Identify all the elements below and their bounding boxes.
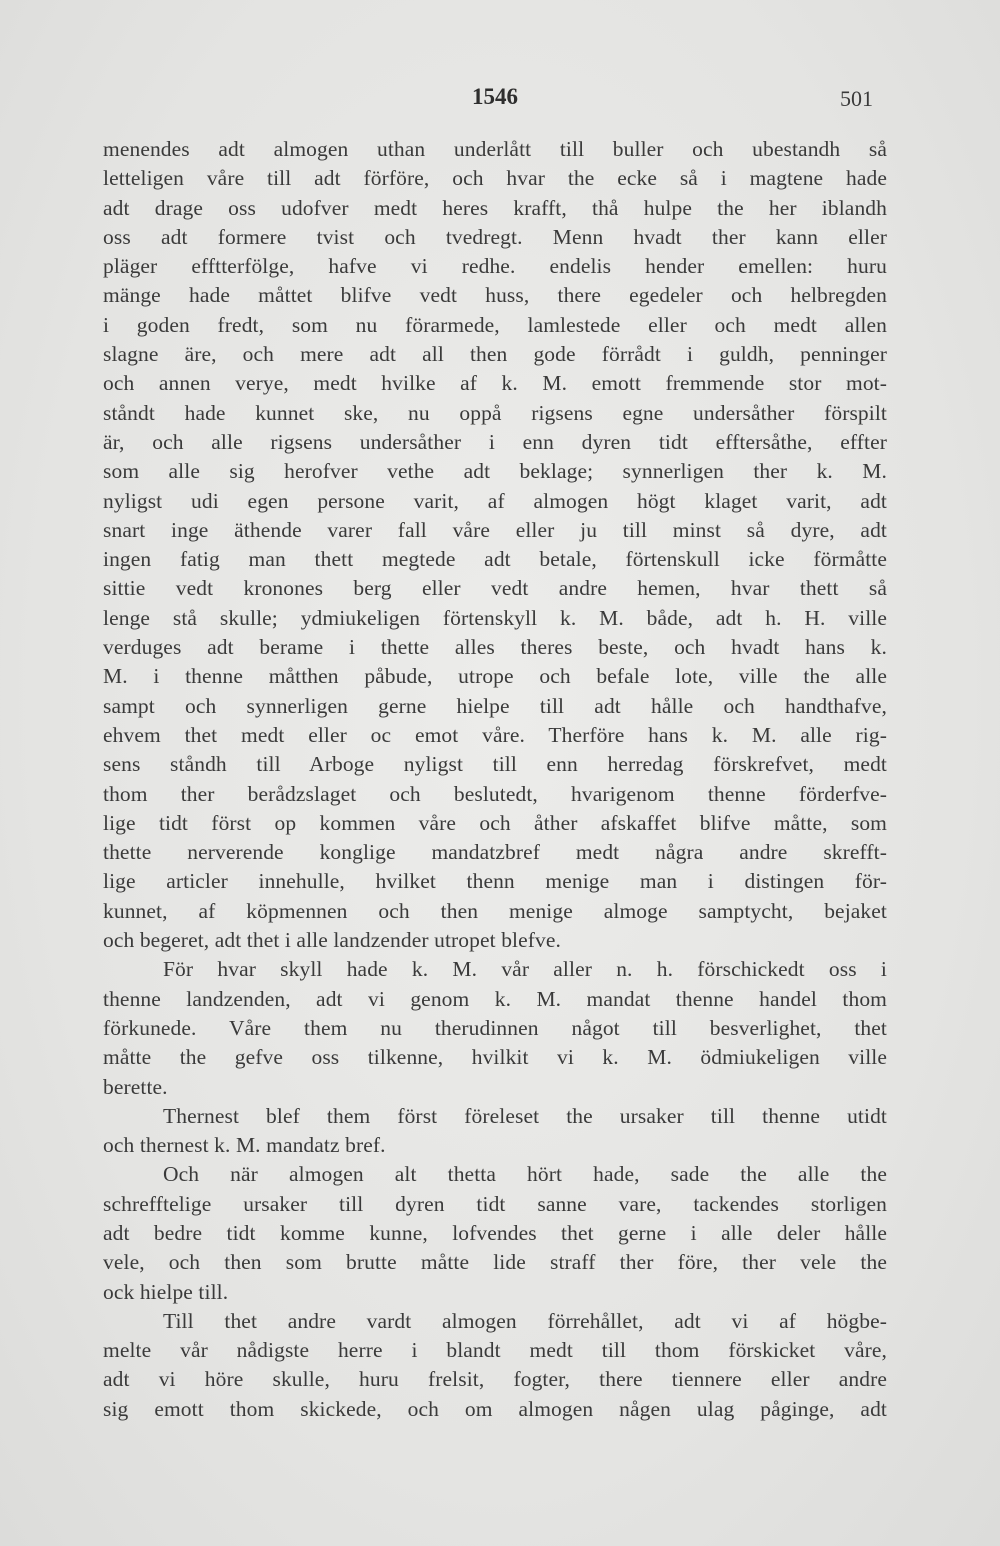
text-line: och begeret, adt thet i alle landzender utropet blefve. [103,928,561,953]
text-line: lige tidt först op kommen våre och åther afskaffet blifve måtte, som [103,810,887,835]
year-heading: 1546 [472,84,518,109]
text-line: adt vi höre skulle, huru frelsit, fogter, there tiennere eller andre [103,1367,887,1392]
text-line: ock hielpe till. [103,1279,229,1304]
text-line: nyligst udi egen persone varit, af almogen högt klaget varit, adt [103,488,887,513]
text-line: melte vår nådigste herre i blandt medt till thom förskicket våre, [103,1338,887,1363]
text-line: ståndt hade kunnet ske, nu oppå rigsens egne undersåther förspilt [103,400,887,425]
text-line: thenne landzenden, adt vi genom k. M. mandat thenne handel thom [103,986,887,1011]
text-line: lenge stå skulle; ydmiukeligen förtenskyll k. M. både, adt h. H. ville [103,605,887,630]
text-line: Och när almogen alt thetta hört hade, sade the alle the [163,1162,887,1187]
text-line: adt drage oss udofver medt heres krafft, thå hulpe the her iblandh [103,195,887,220]
text-line: adt bedre tidt komme kunne, lofvendes thet gerne i alle deler hålle [103,1220,887,1245]
text-line: i goden fredt, som nu förarmede, lamlestede eller och medt allen [103,312,887,337]
text-line: slagne äre, och mere adt all then gode förrådt i guldh, penninger [103,342,887,367]
text-line: menendes adt almogen uthan underlått till buller och ubestandh så [103,137,887,161]
text-line: pläger efftterfölge, hafve vi redhe. endelis hender emellen: huru [103,254,887,279]
text-line: är, och alle rigsens undersåther i enn dyren tidt efftersåthe, effter [103,429,887,454]
text-line: M. i thenne måtthen påbude, utrope och befale lote, ville the alle [103,664,887,689]
text-line: kunnet, af köpmennen och then menige almoge samptycht, bejaket [103,898,887,923]
text-line: oss adt formere tvist och tvedregt. Menn hvadt ther kann eller [103,224,887,249]
text-line: För hvar skyll hade k. M. vår aller n. h. förschickedt oss i [163,957,887,982]
text-line: schrefftelige ursaker till dyren tidt sanne vare, tackendes storligen [103,1191,887,1216]
text-line: verduges adt berame i thette alles theres beste, och hvadt hans k. [103,635,887,660]
text-line: och thernest k. M. mandatz bref. [103,1133,386,1158]
text-line: Till thet andre vardt almogen förrehållet, adt vi af högbe- [163,1308,887,1333]
body-text [103,135,887,1424]
text-line: förkunede. Våre them nu therudinnen något till besverlighet, thet [103,1015,887,1040]
text-line: lige articler innehulle, hvilket thenn menige man i distingen för- [103,869,887,894]
text-line: thette nerverende konglige mandatzbref medt några andre skrefft- [103,840,887,865]
page-header [103,84,887,120]
text-line: måtte the gefve oss tilkenne, hvilkit vi k. M. ödmiukeligen ville [103,1045,887,1070]
text-line: thom ther berådzslaget och beslutedt, hvarigenom thenne förderfve- [103,781,887,806]
text-line: som alle sig herofver vethe adt beklage; synnerligen ther k. M. [103,459,887,484]
page-number: 501 [840,86,873,111]
text-line: ehvem thet medt eller oc emot våre. Therföre hans k. M. alle rig- [103,722,887,747]
text-line: sittie vedt kronones berg eller vedt andre hemen, hvar thett så [103,576,887,601]
text-line: Thernest blef them först föreleset the ursaker till thenne utidt [163,1103,887,1128]
text-line: snart inge äthende varer fall våre eller ju till minst så dyre, adt [103,517,887,542]
text-line: sig emott thom skickede, och om almogen någen ulag påginge, adt [103,1396,887,1421]
text-line: mänge hade måttet blifve vedt huss, there egedeler och helbregden [103,283,887,308]
text-line: vele, och then som brutte måtte lide straff ther före, ther vele the [103,1250,887,1275]
text-line: letteligen våre till adt förföre, och hvar the ecke så i magtene hade [103,166,887,191]
text-line: ingen fatig man thett megtede adt betale, förtenskull icke förmåtte [103,547,887,572]
text-line: och annen verye, medt hvilke af k. M. emott fremmende stor mot- [103,371,887,396]
text-line: berette. [103,1074,168,1099]
text-line: sens ståndh till Arboge nyligst till enn herredag förskrefvet, medt [103,752,887,777]
text-line: sampt och synnerligen gerne hielpe till adt hålle och handthafve, [103,693,887,718]
